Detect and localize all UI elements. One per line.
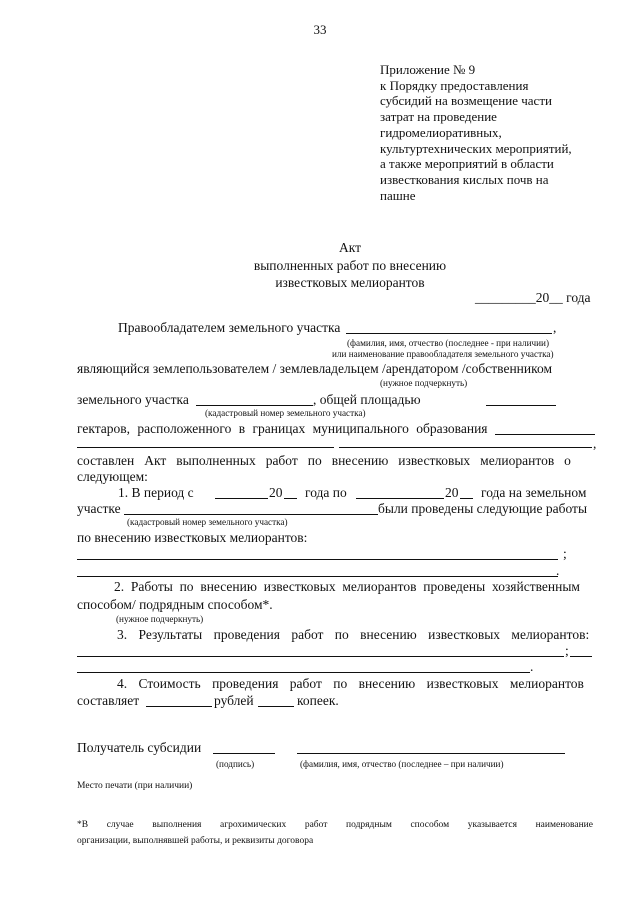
period-end-year-field[interactable]: [460, 498, 473, 499]
plot-area-label: , общей площадью: [313, 392, 421, 407]
signature-field[interactable]: [213, 753, 275, 754]
annex-line: субсидий на возмещение части: [380, 93, 552, 109]
annex-line: затрат на проведение: [380, 109, 497, 125]
document-title-line3: известковых мелиорантов: [275, 275, 425, 290]
annex-block: [380, 62, 572, 203]
hint-cadastral-2: (кадастровый номер земельного участка): [127, 517, 288, 527]
annex-line: культуртехнических мероприятий,: [380, 140, 572, 156]
item2-line1: 2. Работы по внесению известковых мелиорантов проведены хозяйственным: [114, 579, 580, 594]
period-start-year-field[interactable]: [284, 498, 297, 499]
municipality-field-line2a[interactable]: [77, 447, 334, 448]
cadastral-number-field[interactable]: [196, 405, 313, 406]
plot-area-field[interactable]: [486, 405, 556, 406]
hint-underline-2: (нужное подчеркнуть): [116, 614, 204, 624]
date-line: _________20__ года: [475, 290, 591, 305]
municipality-field-line2b[interactable]: [339, 447, 592, 448]
recipient-label: Получатель субсидии: [77, 740, 202, 755]
annex-line: известкования кислых почв на: [380, 171, 549, 187]
holder-label: Правообладателем земельного участка: [118, 320, 341, 335]
hint-fio: (фамилия, имя, отчество (последнее - при наличии): [347, 338, 549, 348]
recipient-name-field[interactable]: [297, 753, 565, 754]
hint-sign: (подпись): [216, 759, 255, 769]
annex-line: гидромелиоративных,: [380, 124, 502, 140]
item4-kopecks: копеек.: [297, 693, 339, 708]
item1-plot: участке: [77, 501, 121, 516]
item1-year-to: года по: [305, 485, 347, 500]
footnote-line1: *В случае выполнения агрохимических работ подрядным способом указывается наименование: [77, 820, 593, 830]
item2-line2: способом/ подрядным способом*.: [77, 597, 273, 612]
plot-label: земельного участка: [77, 392, 189, 407]
hint-recipient-fio: (фамилия, имя, отчество (последнее – при наличии): [300, 759, 504, 769]
semicolon: ;: [563, 546, 567, 561]
composed-line2: следующем:: [77, 469, 148, 484]
item4-cost-label: составляет: [77, 693, 140, 708]
period-mark: .: [556, 563, 560, 578]
results-field-2[interactable]: [77, 672, 530, 673]
hint-cadastral: (кадастровый номер земельного участка): [205, 408, 366, 418]
semicolon-2: ;: [565, 643, 569, 658]
item1-year-b: 20: [445, 485, 459, 500]
item1-lime: по внесению известковых мелиорантов:: [77, 530, 308, 545]
comma: ,: [593, 436, 597, 451]
document-title: Акт: [338, 240, 362, 255]
item1-suffix: года на земельном: [481, 485, 587, 500]
hint-underline: (нужное подчеркнуть): [380, 378, 468, 388]
footnote: [77, 818, 593, 849]
annex-line: Приложение № 9: [380, 62, 476, 77]
document-title-line2: выполненных работ по внесению: [253, 258, 447, 273]
results-field-1[interactable]: [77, 656, 564, 657]
cost-rubles-field[interactable]: [146, 706, 212, 707]
item3-line: 3. Результаты проведения работ по внесению известковых мелиорантов:: [117, 627, 590, 642]
cost-kopecks-field[interactable]: [258, 706, 294, 707]
item1-done: были проведены следующие работы: [378, 501, 588, 516]
annex-line: пашне: [380, 187, 416, 203]
municipality-field[interactable]: [495, 434, 595, 435]
stamp-place: Место печати (при наличии): [77, 781, 193, 791]
works-field-2[interactable]: [77, 576, 558, 577]
works-field-1[interactable]: [77, 559, 558, 560]
item4-rubles: рублей: [214, 693, 254, 708]
hectares-line: гектаров, расположенного в границах муниципального образования: [77, 421, 488, 436]
page-number: 33: [313, 22, 327, 37]
holder-name-field[interactable]: [346, 333, 552, 334]
item4-line1: 4. Стоимость проведения работ по внесению известковых мелиорантов: [117, 676, 584, 691]
item1-year-a: 20: [269, 485, 283, 500]
period-mark-2: .: [530, 659, 534, 674]
holder-comma: ,: [553, 320, 557, 335]
annex-line: а также мероприятий в области: [380, 156, 554, 172]
footnote-line2: организации, выполнявшей работы, и реквизиты договора: [77, 835, 314, 846]
hint-org: или наименование правообладателя земельного участка): [332, 349, 554, 359]
composed-line: составлен Акт выполненных работ по внесению известковых мелиорантов о: [77, 453, 571, 468]
period-end-field[interactable]: [356, 498, 444, 499]
period-start-field[interactable]: [215, 498, 268, 499]
status-line: являющийся землепользователем / землевладельцем /арендатором /собственником: [77, 361, 553, 376]
results-field-1-tail[interactable]: [570, 656, 592, 657]
item1-prefix: 1. В период с: [118, 485, 194, 500]
annex-line: к Порядку предоставления: [380, 77, 529, 93]
item1-cadastral-field[interactable]: [124, 514, 378, 515]
